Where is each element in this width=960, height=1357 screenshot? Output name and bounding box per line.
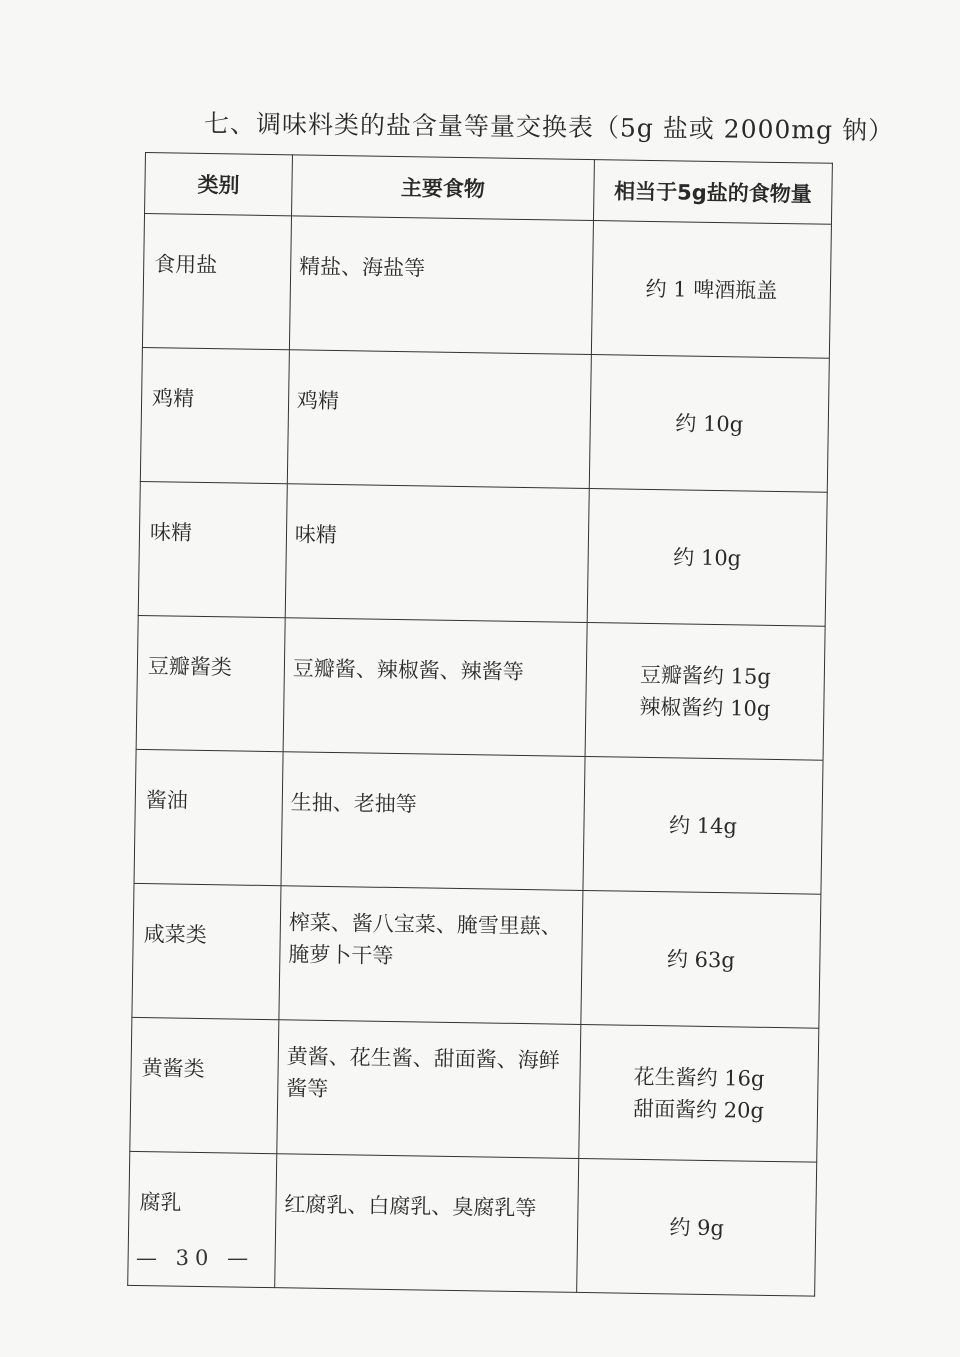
amount-line: 约 14g (668, 812, 738, 838)
foods-cell: 味精 (285, 484, 589, 623)
category-cell: 咸菜类 (132, 883, 281, 1019)
amount-line: 约 10g (673, 544, 742, 570)
page-number: — 30 — (136, 1246, 255, 1270)
foods-cell: 红腐乳、白腐乳、臭腐乳等 (275, 1154, 579, 1293)
amount-cell (579, 1024, 819, 1162)
amount-cell (585, 623, 825, 761)
table-row (136, 615, 825, 760)
amount-line: 豆瓣酱约 15g (639, 662, 771, 689)
amount-line: 辣椒酱约 10g (639, 694, 771, 721)
foods-cell: 榨菜、酱八宝菜、腌雪里蕻、腌萝卜干等 (279, 886, 583, 1025)
amount-line: 约 10g (675, 410, 744, 436)
amount-cell (581, 890, 821, 1028)
amount-cell (577, 1158, 817, 1296)
header-category: 类别 (145, 153, 293, 216)
amount-cell (587, 489, 827, 627)
foods-cell: 黄酱、花生酱、甜面酱、海鲜酱等 (277, 1020, 581, 1159)
header-main-foods: 主要食物 (291, 155, 594, 221)
amount-line: 约 1 啤酒瓶盖 (645, 276, 778, 303)
amount-cell (591, 221, 831, 359)
amount-line: 甜面酱约 20g (632, 1096, 765, 1123)
table-header-row (145, 153, 833, 225)
table-row (130, 1017, 819, 1162)
amount-cell (583, 756, 823, 894)
category-cell: 酱油 (134, 749, 283, 885)
table-row (132, 883, 821, 1028)
category-cell: 黄酱类 (130, 1017, 279, 1153)
category-cell: 鸡精 (140, 347, 289, 483)
category-cell: 腐乳 (128, 1151, 277, 1287)
foods-cell: 豆瓣酱、辣椒酱、辣酱等 (283, 618, 587, 757)
table-row (138, 481, 827, 626)
amount-cell (589, 355, 829, 493)
amount-line: 约 9g (669, 1214, 725, 1240)
amount-line: 花生酱约 16g (633, 1064, 765, 1091)
header-amount: 相当于5g盐的食物量 (593, 160, 832, 225)
salt-equivalence-table (127, 152, 833, 1297)
category-cell: 味精 (138, 481, 287, 617)
table-row (134, 749, 823, 894)
category-cell: 食用盐 (142, 214, 291, 350)
category-cell: 豆瓣酱类 (136, 615, 285, 751)
foods-cell: 精盐、海盐等 (289, 216, 593, 355)
table-row (128, 1151, 817, 1296)
table-row (140, 347, 829, 492)
foods-cell: 鸡精 (287, 350, 591, 489)
table-row (142, 214, 831, 359)
page-title: 七、调味料类的盐含量等量交换表（5g 盐或 2000mg 钠） (203, 109, 895, 146)
amount-line: 约 63g (666, 946, 735, 972)
foods-cell: 生抽、老抽等 (281, 752, 585, 891)
